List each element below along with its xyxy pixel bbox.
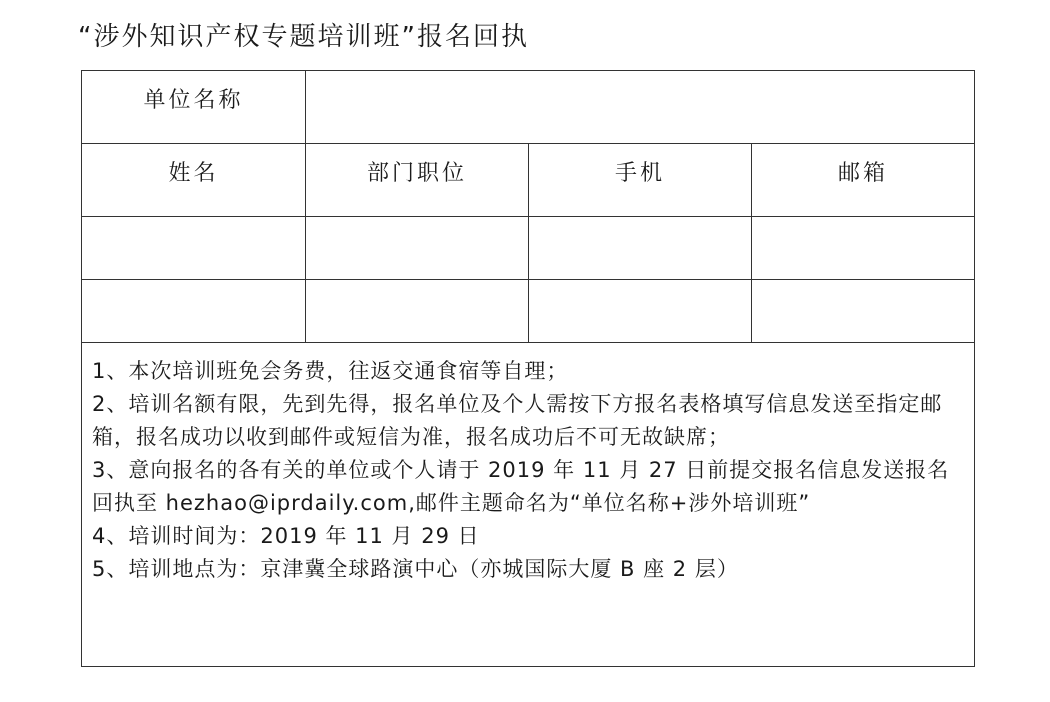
header-phone — [529, 144, 752, 217]
email-cell[interactable] — [752, 217, 975, 280]
header-department-position-label: 部门职位 — [366, 161, 467, 186]
header-name-label: 姓名 — [168, 161, 219, 186]
note-location: 5、培训地点为：京津冀全球路演中心（亦城国际大厦 B 座 2 层） — [92, 557, 739, 581]
note-fee: 1、本次培训班免会务费，往返交通食宿等自理； — [92, 359, 569, 383]
department-position-cell[interactable] — [306, 217, 529, 280]
table-row — [82, 280, 975, 343]
unit-name-row — [82, 71, 975, 144]
page-title: “涉外知识产权专题培训班”报名回执 — [78, 22, 529, 52]
unit-name-input-cell[interactable] — [306, 71, 975, 144]
notes-row — [82, 343, 975, 667]
table-row — [82, 217, 975, 280]
unit-name-value — [306, 71, 974, 83]
header-name — [82, 144, 306, 217]
phone-cell[interactable] — [529, 280, 752, 343]
header-department-position — [306, 144, 529, 217]
header-email — [752, 144, 975, 217]
note-deadline: 3、意向报名的各有关的单位或个人请于 2019 年 11 月 27 日前提交报名信息发送报名回执至 hezhao@iprdaily.com,邮件主题命名为“单位名称+涉外培训班” — [92, 458, 950, 515]
header-row — [82, 144, 975, 217]
department-position-cell[interactable] — [306, 280, 529, 343]
name-cell[interactable] — [82, 217, 306, 280]
email-cell[interactable] — [752, 280, 975, 343]
name-cell[interactable] — [82, 280, 306, 343]
registration-form-table — [81, 70, 975, 667]
note-time: 4、培训时间为：2019 年 11 月 29 日 — [92, 524, 480, 548]
unit-name-label-cell — [82, 71, 306, 144]
header-phone-label: 手机 — [614, 161, 665, 186]
note-quota: 2、培训名额有限，先到先得，报名单位及个人需按下方报名表格填写信息发送至指定邮箱，报名成功以收到邮件或短信为准，报名成功后不可无故缺席； — [92, 392, 943, 449]
unit-name-label: 单位名称 — [143, 88, 244, 113]
phone-cell[interactable] — [529, 217, 752, 280]
notes-cell — [82, 343, 975, 667]
header-email-label: 邮箱 — [838, 161, 889, 186]
